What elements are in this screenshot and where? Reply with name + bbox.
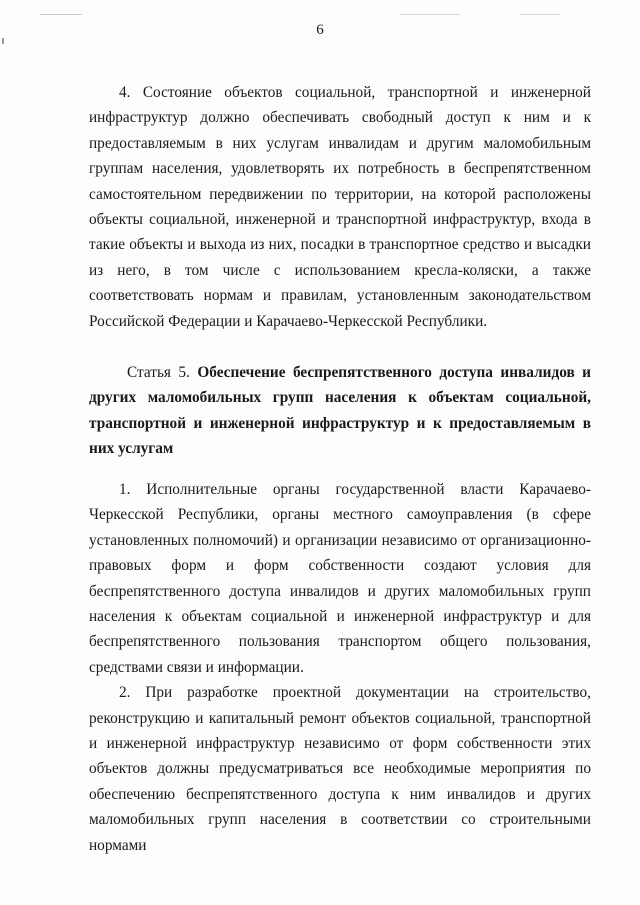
article-5-heading — [89, 360, 591, 462]
document-body — [89, 80, 591, 858]
article-5-title: Обеспечение беспрепятственного доступа инвалидов и других маломобильных групп населения к объектам социальной, транспортной и инженерной инфраструктур и к предоставляемым в них услугам — [89, 364, 591, 458]
article-5-paragraph-1: 1. Исполнительные органы государственной власти Карачаево-Черкесской Республики, органы местного самоуправления (в сфере установленных полномочий) и организации независимо от организационно-правовых форм и форм собственности создают условия для беспрепятственного доступа инвалидов и других маломобильных групп населения к объектам социальной и инженерной инфраструктур и для беспрепятственного пользования транспортом общего пользования, средствами связи и информации. — [89, 480, 591, 676]
scan-artifact — [400, 14, 460, 15]
page-number: 6 — [316, 22, 324, 38]
scan-artifact — [40, 14, 82, 15]
paragraph-4: 4. Состояние объектов социальной, транспортной и инженерной инфраструктур должно обеспечивать свободный доступ к ним и к предоставляемым в них услугам инвалидам и другим маломобильным группам населения, удовлетворять их потребность в беспрепятственном самостоятельном передвижении по территории, на которой расположены объекты социальной, инженерной и транспортной инфраструктур, входа в такие объекты и выхода из них, посадки в транспортное средство и высадки из него, в том числе с использованием кресла-коляски, а также соответствовать нормам и правилам, установленным законодательством Российской Федерации и Карачаево-Черкесской Республики. — [89, 84, 591, 330]
article-5-paragraph-2: 2. При разработке проектной документации на строительство, реконструкцию и капитальный ремонт объектов социальной, транспортной и инженерной инфраструктур независимо от форм собственности этих объектов должны предусматриваться все необходимые мероприятия по обеспечению беспрепятственного доступа к ним инвалидов и других маломобильных групп населения в соответствии со строительными нормами — [89, 684, 591, 854]
article-5-prefix: Статья 5. — [127, 364, 198, 382]
scan-artifact — [520, 14, 560, 15]
